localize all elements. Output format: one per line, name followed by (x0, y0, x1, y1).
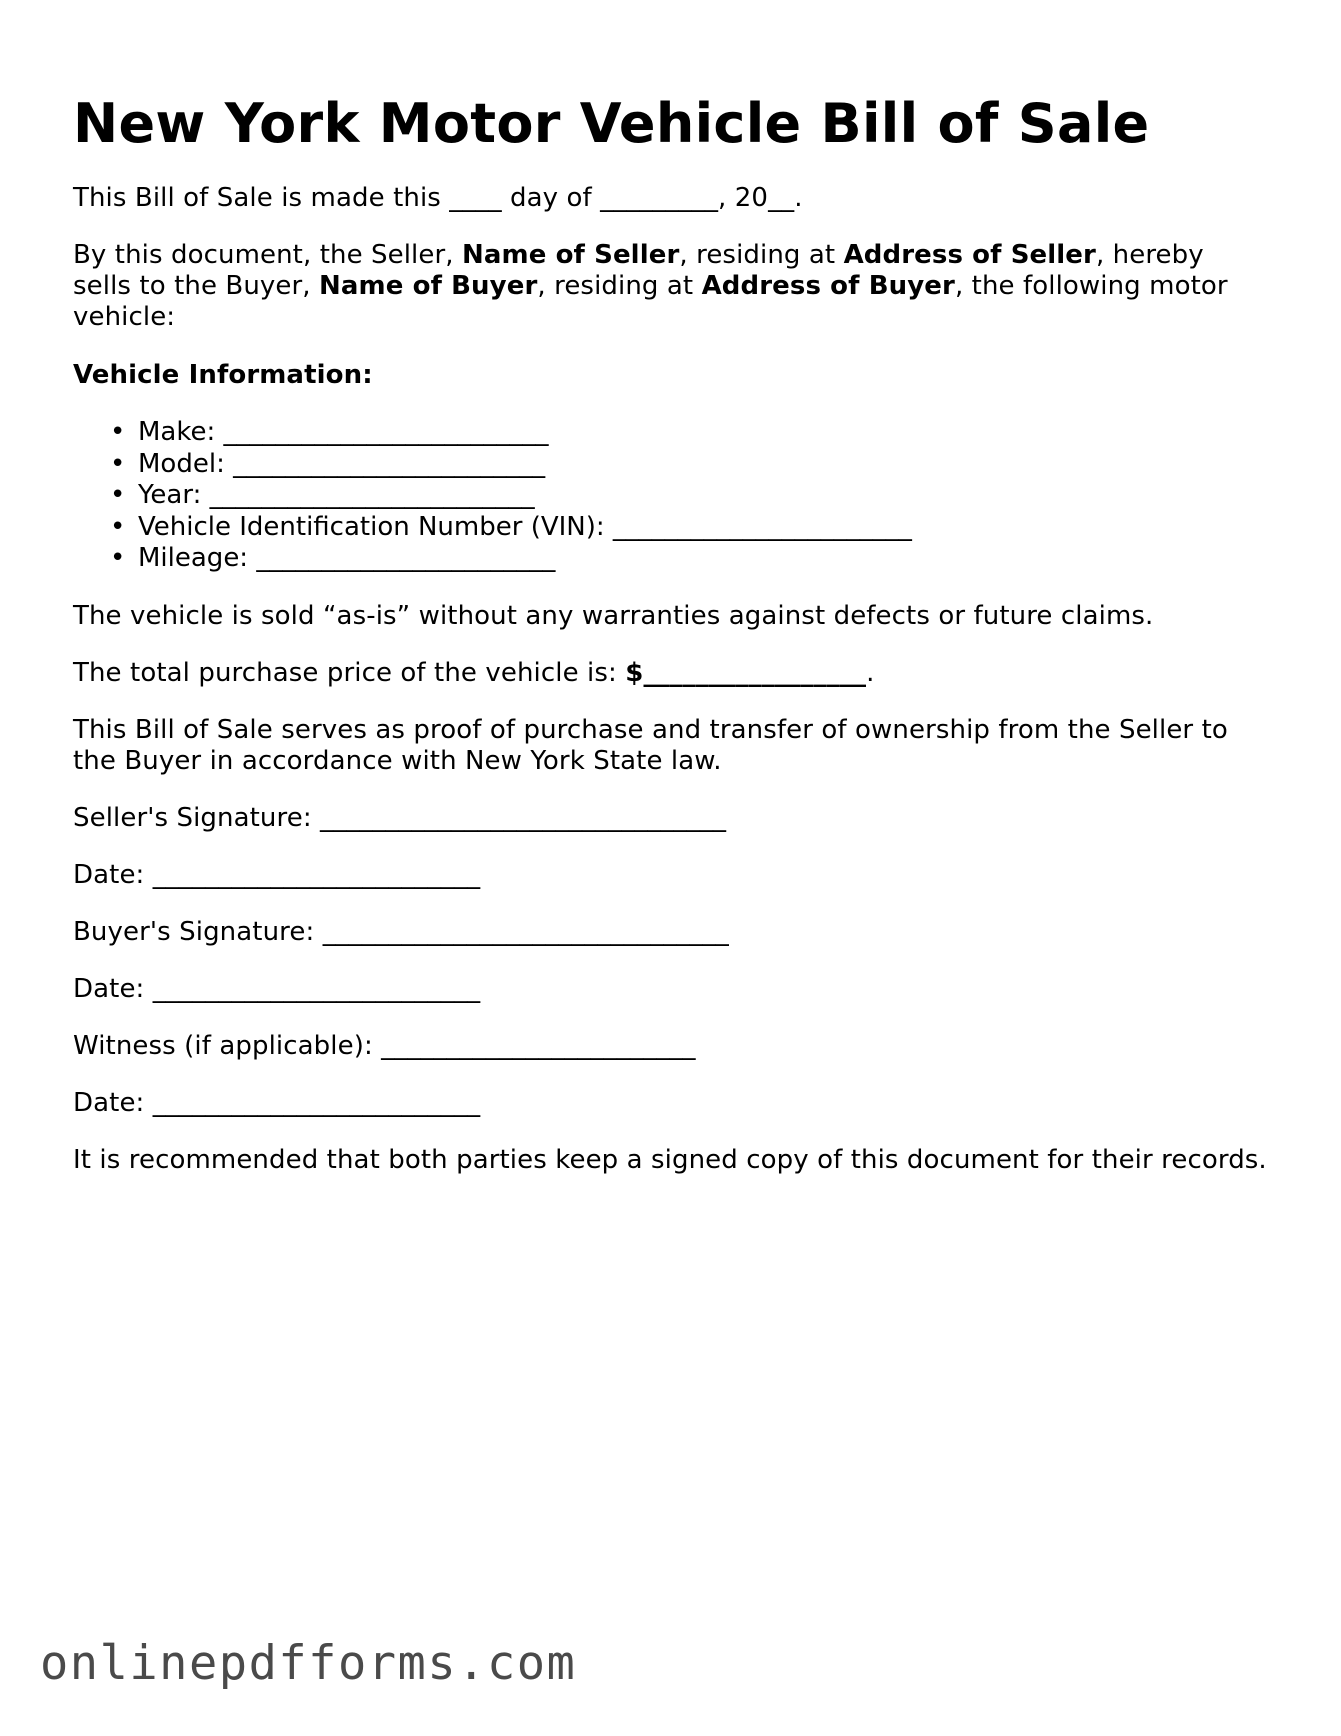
intro-text-3: , hereby sells to the Buyer, (73, 240, 1204, 301)
document-page (73, 88, 1268, 1176)
vehicle-info-heading: Vehicle Information: (73, 360, 373, 390)
list-item-model (110, 448, 1268, 481)
seller-address: Address of Seller (843, 240, 1096, 270)
mileage-field: Mileage: _______________________ (138, 543, 556, 573)
proof-paragraph: This Bill of Sale serves as proof of purchase and transfer of ownership from the Seller to the Buyer in accordance with New York State law. (73, 714, 1228, 776)
vin-field: Vehicle Identification Number (VIN): _______________________ (138, 511, 912, 542)
intro-text-1: By this document, the Seller, (73, 240, 463, 270)
intro-paragraph (73, 240, 1268, 333)
price-amount: $_________________ (625, 657, 867, 688)
list-item-year (110, 480, 1268, 512)
bullet-icon: • (110, 448, 126, 479)
intro-text-5: , the following motor vehicle: (73, 271, 1228, 332)
intro-text-2: , residing at (679, 240, 844, 270)
witness-signature-line: Witness (if applicable): ________________________ (73, 1030, 696, 1061)
seller-name: Name of Seller (462, 240, 680, 270)
witness-date-line: Date: _________________________ (73, 1087, 481, 1118)
bullet-icon: • (110, 480, 126, 510)
closing-note: It is recommended that both parties keep a signed copy of this document for their records. (73, 1144, 1267, 1175)
intro-text-4: , residing at (537, 271, 702, 301)
buyer-date-line: Date: _________________________ (73, 973, 481, 1004)
purchase-price-line (73, 658, 1268, 689)
watermark: onlinepdfforms.com (40, 1636, 577, 1691)
make-field: Make: _________________________ (138, 417, 549, 447)
year-field: Year: _________________________ (138, 480, 535, 510)
seller-signature-line: Seller's Signature: _______________________________ (73, 802, 727, 833)
vehicle-info-list (73, 417, 1268, 575)
buyer-name: Name of Buyer (319, 271, 538, 301)
buyer-address: Address of Buyer (701, 271, 955, 301)
price-end: . (866, 657, 875, 688)
list-item-mileage (110, 543, 1268, 575)
model-field: Model: ________________________ (138, 448, 546, 479)
bullet-icon: • (110, 543, 126, 573)
bullet-icon: • (110, 511, 126, 542)
made-date-line: This Bill of Sale is made this ____ day of _________, 20__. (73, 183, 803, 213)
seller-date-line: Date: _________________________ (73, 859, 481, 890)
list-item-make (110, 417, 1268, 449)
buyer-signature-line: Buyer's Signature: _______________________________ (73, 916, 729, 947)
price-text: The total purchase price of the vehicle is: (73, 657, 626, 688)
as-is-clause: The vehicle is sold “as-is” without any warranties against defects or future claims. (73, 600, 1154, 631)
bullet-icon: • (110, 417, 126, 447)
list-item-vin (110, 511, 1268, 544)
page-title: New York Motor Vehicle Bill of Sale (73, 92, 1150, 155)
